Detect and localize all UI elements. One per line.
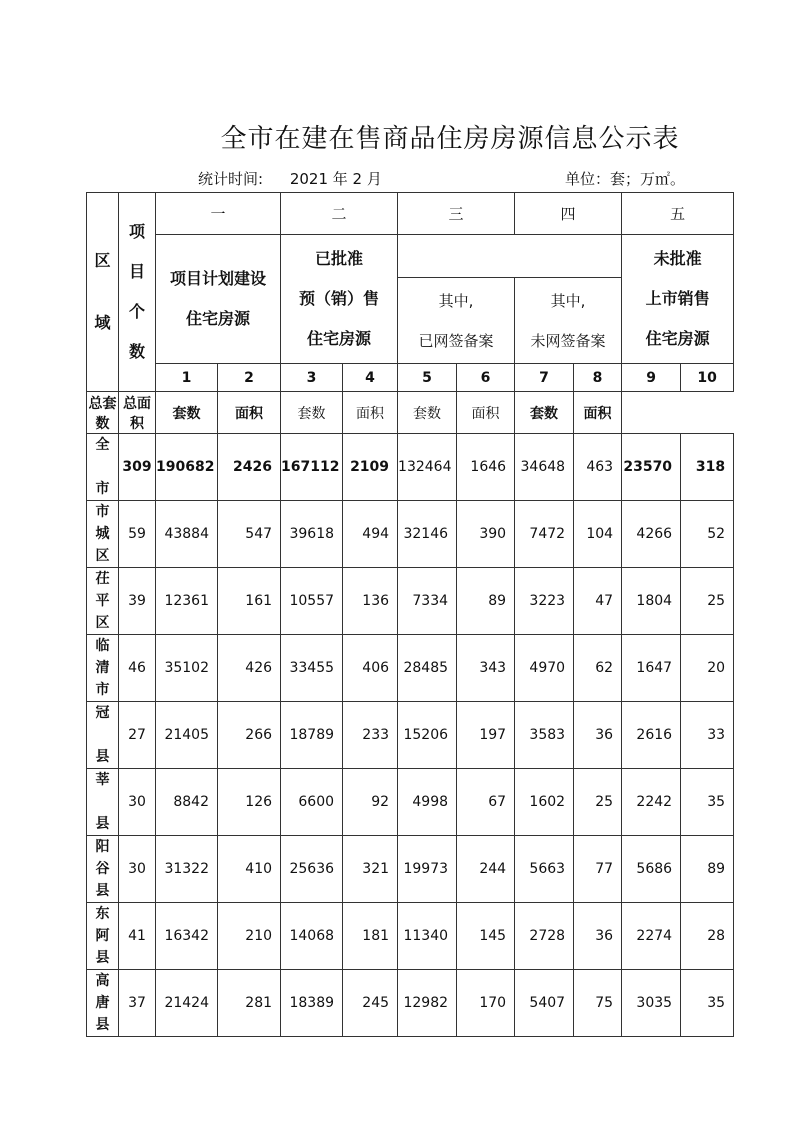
value-cell: 28 (681, 903, 734, 970)
value-cell: 210 (218, 903, 281, 970)
value-cell: 7472 (515, 501, 574, 568)
column-number: 10 (681, 364, 734, 392)
value-cell: 35 (681, 970, 734, 1037)
value-cell: 318 (681, 434, 734, 501)
page-title: 全市在建在售商品住房房源信息公示表 (220, 124, 680, 154)
region-cell: 阳 谷 县 (87, 836, 119, 903)
value-cell: 170 (457, 970, 515, 1037)
value-cell: 1804 (622, 568, 681, 635)
value-cell: 390 (457, 501, 515, 568)
column-number: 7 (515, 364, 574, 392)
value-cell: 10557 (281, 568, 343, 635)
region-cell: 东 阿 县 (87, 903, 119, 970)
value-cell: 19973 (398, 836, 457, 903)
column-name-row (87, 392, 734, 434)
value-cell: 20 (681, 635, 734, 702)
column-name: 总套数 (87, 392, 119, 434)
column-number: 9 (622, 364, 681, 392)
value-cell: 190682 (156, 434, 218, 501)
value-cell: 5686 (622, 836, 681, 903)
value-cell: 463 (574, 434, 622, 501)
table-row (87, 903, 734, 970)
value-cell: 4998 (398, 769, 457, 836)
value-cell: 2242 (622, 769, 681, 836)
value-cell: 406 (343, 635, 398, 702)
column-name: 套数 (281, 392, 343, 434)
value-cell: 23570 (622, 434, 681, 501)
column-name: 面积 (343, 392, 398, 434)
value-cell: 47 (574, 568, 622, 635)
group-2-number: 二 (281, 193, 398, 235)
column-name: 套数 (515, 392, 574, 434)
region-cell: 市 城 区 (87, 501, 119, 568)
value-cell: 4970 (515, 635, 574, 702)
table-row (87, 702, 734, 769)
group-4-title: 其中, 未网签备案 (515, 278, 622, 364)
value-cell: 2274 (622, 903, 681, 970)
stat-time-label: 统计时间: (198, 170, 264, 188)
group-3-title: 其中, 已网签备案 (398, 278, 515, 364)
value-cell: 2426 (218, 434, 281, 501)
value-cell: 1646 (457, 434, 515, 501)
column-number: 4 (343, 364, 398, 392)
value-cell: 3035 (622, 970, 681, 1037)
value-cell: 28485 (398, 635, 457, 702)
value-cell: 36 (574, 702, 622, 769)
project-count-cell: 30 (119, 769, 156, 836)
table-row (87, 836, 734, 903)
value-cell: 33 (681, 702, 734, 769)
value-cell: 161 (218, 568, 281, 635)
value-cell: 136 (343, 568, 398, 635)
group-2-title: 已批准 预（销）售 住宅房源 (281, 235, 398, 364)
value-cell: 32146 (398, 501, 457, 568)
value-cell: 25 (574, 769, 622, 836)
table-row (87, 635, 734, 702)
value-cell: 12361 (156, 568, 218, 635)
value-cell: 1647 (622, 635, 681, 702)
region-cell: 临 清 市 (87, 635, 119, 702)
stat-time (198, 168, 404, 189)
table-row (87, 501, 734, 568)
value-cell: 18389 (281, 970, 343, 1037)
value-cell: 25 (681, 568, 734, 635)
column-number-row (87, 364, 734, 392)
column-number: 3 (281, 364, 343, 392)
group-number-row (87, 193, 734, 235)
value-cell: 410 (218, 836, 281, 903)
column-name: 套数 (156, 392, 218, 434)
project-count-cell: 309 (119, 434, 156, 501)
value-cell: 266 (218, 702, 281, 769)
value-cell: 12982 (398, 970, 457, 1037)
project-count-header: 项 目 个 数 (119, 193, 156, 392)
value-cell: 233 (343, 702, 398, 769)
value-cell: 92 (343, 769, 398, 836)
value-cell: 75 (574, 970, 622, 1037)
column-number: 8 (574, 364, 622, 392)
project-count-cell: 46 (119, 635, 156, 702)
value-cell: 2616 (622, 702, 681, 769)
project-count-cell: 59 (119, 501, 156, 568)
group-3-number: 三 (398, 193, 515, 235)
value-cell: 4266 (622, 501, 681, 568)
value-cell: 126 (218, 769, 281, 836)
value-cell: 7334 (398, 568, 457, 635)
value-cell: 343 (457, 635, 515, 702)
value-cell: 14068 (281, 903, 343, 970)
value-cell: 35 (681, 769, 734, 836)
value-cell: 89 (681, 836, 734, 903)
value-cell: 89 (457, 568, 515, 635)
group-4-number: 四 (515, 193, 622, 235)
value-cell: 52 (681, 501, 734, 568)
value-cell: 18789 (281, 702, 343, 769)
project-count-cell: 30 (119, 836, 156, 903)
value-cell: 426 (218, 635, 281, 702)
value-cell: 167112 (281, 434, 343, 501)
column-name: 套数 (398, 392, 457, 434)
value-cell: 67 (457, 769, 515, 836)
project-count-cell: 41 (119, 903, 156, 970)
region-header: 区 域 (87, 193, 119, 392)
column-name: 面积 (218, 392, 281, 434)
value-cell: 3223 (515, 568, 574, 635)
group-1-number: 一 (156, 193, 281, 235)
value-cell: 197 (457, 702, 515, 769)
value-cell: 31322 (156, 836, 218, 903)
region-cell: 全 市 (87, 434, 119, 501)
value-cell: 244 (457, 836, 515, 903)
value-cell: 5663 (515, 836, 574, 903)
housing-table (86, 192, 734, 1037)
value-cell: 5407 (515, 970, 574, 1037)
value-cell: 132464 (398, 434, 457, 501)
table-row (87, 568, 734, 635)
sub-spacer (398, 235, 622, 278)
value-cell: 6600 (281, 769, 343, 836)
table-row (87, 769, 734, 836)
value-cell: 2109 (343, 434, 398, 501)
region-cell: 茌 平 区 (87, 568, 119, 635)
value-cell: 3583 (515, 702, 574, 769)
value-cell: 21405 (156, 702, 218, 769)
value-cell: 281 (218, 970, 281, 1037)
group-5-title: 未批准 上市销售 住宅房源 (622, 235, 734, 364)
region-cell: 高 唐 县 (87, 970, 119, 1037)
unit-note: 单位：套；万㎡。 (565, 170, 686, 188)
group-title-row-a (87, 235, 734, 278)
region-cell: 莘 县 (87, 769, 119, 836)
table-row (87, 970, 734, 1037)
value-cell: 245 (343, 970, 398, 1037)
value-cell: 35102 (156, 635, 218, 702)
value-cell: 25636 (281, 836, 343, 903)
table-row (87, 434, 734, 501)
value-cell: 145 (457, 903, 515, 970)
group-1-title: 项目计划建设 住宅房源 (156, 235, 281, 364)
project-count-cell: 37 (119, 970, 156, 1037)
value-cell: 77 (574, 836, 622, 903)
column-name: 面积 (457, 392, 515, 434)
column-number: 5 (398, 364, 457, 392)
stat-time-value: 2021 年 2 月 (289, 170, 382, 188)
column-name: 面积 (574, 392, 622, 434)
value-cell: 2728 (515, 903, 574, 970)
project-count-cell: 39 (119, 568, 156, 635)
value-cell: 321 (343, 836, 398, 903)
column-name: 总面积 (119, 392, 156, 434)
value-cell: 36 (574, 903, 622, 970)
value-cell: 1602 (515, 769, 574, 836)
value-cell: 8842 (156, 769, 218, 836)
value-cell: 43884 (156, 501, 218, 568)
value-cell: 16342 (156, 903, 218, 970)
column-number: 1 (156, 364, 218, 392)
column-number: 6 (457, 364, 515, 392)
value-cell: 33455 (281, 635, 343, 702)
group-5-number: 五 (622, 193, 734, 235)
value-cell: 547 (218, 501, 281, 568)
region-cell: 冠 县 (87, 702, 119, 769)
column-number: 2 (218, 364, 281, 392)
value-cell: 34648 (515, 434, 574, 501)
project-count-cell: 27 (119, 702, 156, 769)
value-cell: 494 (343, 501, 398, 568)
value-cell: 15206 (398, 702, 457, 769)
value-cell: 21424 (156, 970, 218, 1037)
value-cell: 62 (574, 635, 622, 702)
value-cell: 39618 (281, 501, 343, 568)
value-cell: 104 (574, 501, 622, 568)
value-cell: 181 (343, 903, 398, 970)
value-cell: 11340 (398, 903, 457, 970)
